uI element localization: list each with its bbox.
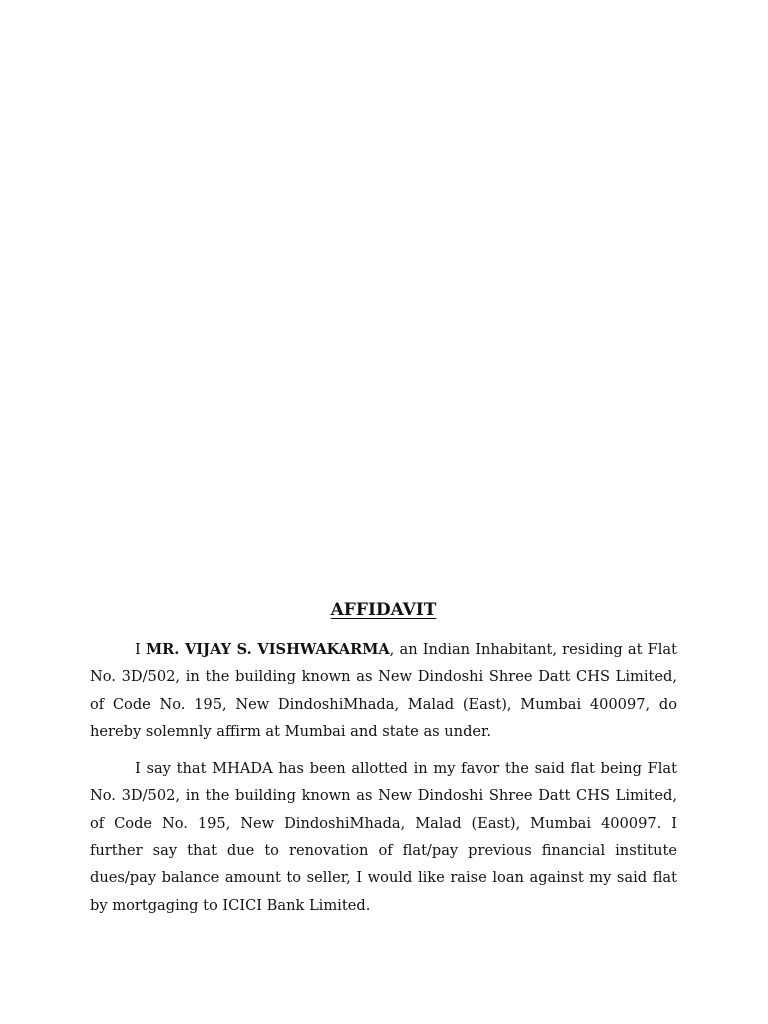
document-title: AFFIDAVIT — [330, 600, 437, 620]
declarant-name: MR. VIJAY S. VISHWAKARMA — [145, 641, 390, 658]
paragraph-prefix: I — [135, 641, 146, 658]
affidavit-document — [90, 598, 677, 929]
paragraph-address: , an Indian Inhabitant, residing at Flat No. 3D/502, in the building known as New Dindoshi Shree Datt CHS Limited, of Code No. 195, New DindoshiMhada, Malad (East), Mumbai 400097, do hereby solemnly affirm at Mumbai and state as under. — [90, 641, 678, 740]
paragraph-statement: I say that MHADA has been allotted in my favor the said flat being Flat No. 3D/502, in the building known as New Dindoshi Shree Datt CHS Limited, of Code No. 195, New DindoshiMhada, Malad (East), Mumbai 400097. I further say that due to renovation of flat/pay previous financial institute dues/pay balance amount to seller, I would like raise loan against my said flat by mortgaging to ICICI Bank Limited. — [90, 760, 677, 914]
paragraph-declarant — [90, 636, 677, 745]
